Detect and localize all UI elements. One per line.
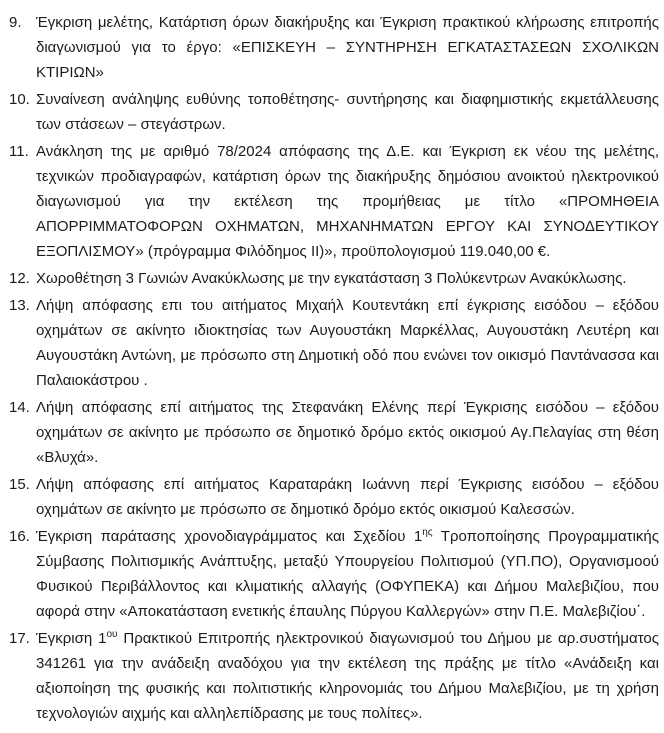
agenda-item-14 (8, 395, 659, 470)
item-number: 14. (9, 399, 30, 416)
item-number: 17. (9, 630, 30, 647)
item-number: 10. (9, 91, 30, 108)
agenda-item-11 (8, 139, 659, 264)
agenda-item-15 (8, 472, 659, 522)
agenda-item-17 (8, 626, 659, 726)
item-text: Συναίνεση ανάληψης ευθύνης τοποθέτησης- συντήρησης και διαφημιστικής εκμετάλλευσης των στάσεων – στεγάστρων. (36, 91, 659, 133)
item-text: Λήψη απόφασης επί αιτήματος της Στεφανάκη Ελένης περί Έγκρισης εισόδου – εξόδου οχημάτων σε ακίνητο με πρόσωπο σε δημοτικό δρόμο εκτός οικισμού Αγ.Πελαγίας στη θέση «Βλυχά». (36, 399, 659, 466)
agenda-item-13 (8, 293, 659, 393)
item-text: Λήψη απόφασης επι του αιτήματος Μιχαήλ Κουτεντάκη επί έγκρισης εισόδου – εξόδου οχημάτων σε ακίνητο ιδιοκτησίας των Αυγουστάκη Μαρκέλλας, Αυγουστάκη Λευτέρη και Αυγουστάκη Αντώνη, με πρόσωπο στη Δημοτική οδό που ενώνει τον οικισμό Παντάνασσα και Παλαιοκάστρου . (36, 297, 659, 389)
item-text: Χωροθέτηση 3 Γωνιών Ανακύκλωσης με την εγκατάσταση 3 Πολύκεντρων Ανακύκλωσης. (36, 270, 627, 287)
agenda-item-9 (8, 10, 659, 85)
item-number: 16. (9, 528, 30, 545)
item-number: 13. (9, 297, 30, 314)
item-number: 11. (9, 143, 29, 160)
item-number: 12. (9, 270, 30, 287)
agenda-item-10 (8, 87, 659, 137)
item-text: Λήψη απόφασης επί αιτήματος Καραταράκη Ιωάννη περί Έγκρισης εισόδου – εξόδου οχημάτων σε ακίνητο με πρόσωπο σε δημοτικό δρόμο εκτός οικισμού Καλεσσών. (36, 476, 659, 518)
item-number: 9. (9, 14, 22, 31)
item-text: Ανάκληση της με αριθμό 78/2024 απόφασης της Δ.Ε. και Έγκριση εκ νέου της μελέτης, τεχνικών προδιαγραφών, κατάρτιση όρων της διακήρυξης δημόσιου ανοικτού ηλεκτρονικού διαγωνισμού για την εκτέλεση της προμήθειας με τίτλο «ΠΡΟΜΗΘΕΙΑ ΑΠΟΡΡΙΜΜΑΤΟΦΟΡΩΝ ΟΧΗΜΑΤΩΝ, ΜΗΧΑΝΗΜΑΤΩΝ ΕΡΓΟΥ ΚΑΙ ΣΥΝΟΔΕΥΤΙΚΟΥ ΕΞΟΠΛΙΣΜΟΥ» (πρόγραμμα Φιλόδημος II)», προϋπολογισμού 119.040,00 €. (36, 143, 659, 260)
item-text: Έγκριση $1^{o\upsilon}$ Πρακτικού Επιτροπής ηλεκτρονικού διαγωνισμού του Δήμου με αρ.συστήματος 341261 για την ανάδειξη αναδόχου για την εκτέλεση της πράξης με τίτλο «Ανάδειξη και αξιοποίηση της φυσικής και πολιτιστικής κληρονομιάς του Δήμου Μαλεβιζίου, με τη χρήση τεχνολογιών αιχμής και αλληλεπίδρασης με τους πολίτες». (36, 629, 659, 722)
agenda-item-12 (8, 266, 659, 291)
item-number: 15. (9, 476, 30, 493)
item-text: Έγκριση παράτασης χρονοδιαγράμματος και Σχεδίου $1^{\eta\varsigma}$ Τροποποίησης Προγραμματικής Σύμβασης Πολιτισμικής Ανάπτυξης, μεταξύ Υπουργείου Πολιτισμού (ΥΠ.ΠΟ), Οργανισμοού Φυσικού Περιβάλλοντος και κλιματικής αλλαγής (ΟΦΥΠΕΚΑ) και Δήμου Μαλεβιζίου, που αφορά στην «Αποκατάσταση ενετικής έπαυλης Πύργου Καλλεργών» στην Π.Ε. Μαλεβιζίου΄. (36, 527, 659, 620)
item-text: Έγκριση μελέτης, Κατάρτιση όρων διακήρυξης και Έγκριση πρακτικού κλήρωσης επιτροπής διαγωνισμού για το έργο: «ΕΠΙΣΚΕΥΗ – ΣΥΝΤΗΡΗΣΗ ΕΓΚΑΤΑΣΤΑΣΕΩΝ ΣΧΟΛΙΚΩΝ ΚΤΙΡΙΩΝ» (36, 14, 659, 81)
agenda-item-16 (8, 524, 659, 624)
